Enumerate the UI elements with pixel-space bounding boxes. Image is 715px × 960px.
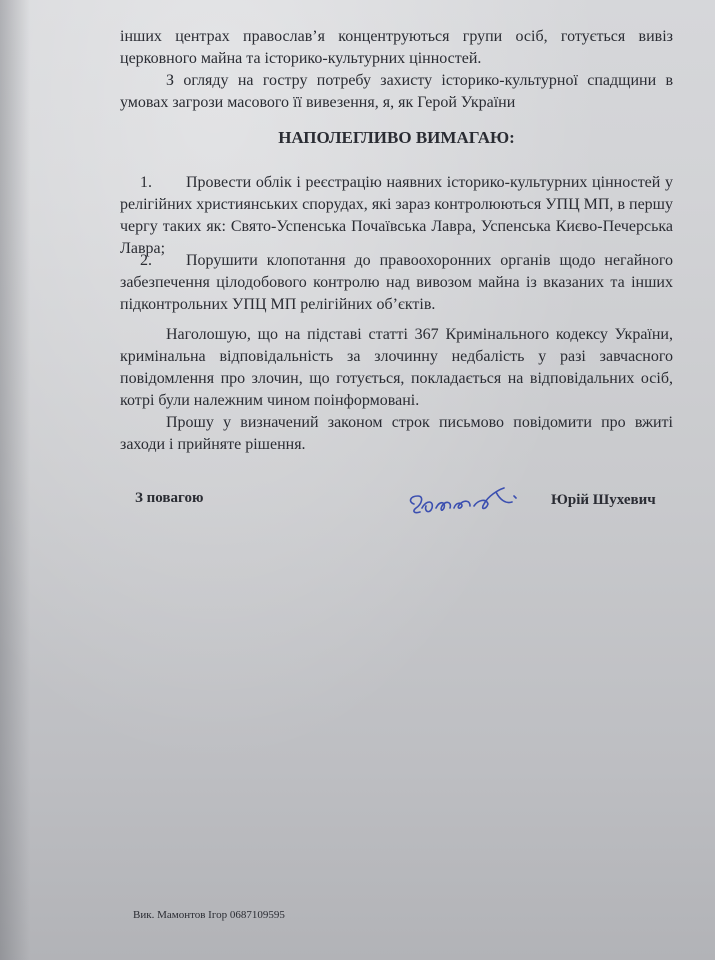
demand-text: Порушити клопотання до правоохоронних органів щодо негайного забезпечення цілодобового контролю над вивозом майна із вказаних та інших підконтрольних УПЦ МП релігійних об’єктів.	[120, 252, 673, 313]
executor-footnote: Вик. Мамонтов Ігор 0687109595	[133, 909, 285, 921]
intro-paragraph-text: З огляду на гостру потребу захисту історико-культурної спадщини в умовах загрози масового її вивезення, я, як Герой України	[120, 72, 673, 111]
request-paragraph-text: Прошу у визначений законом строк письмово повідомити про вжиті заходи і прийняте рішення.	[120, 414, 673, 453]
closing-regards: З повагою	[135, 490, 204, 506]
page-shadow	[0, 0, 30, 960]
demand-number: 2.	[140, 252, 152, 269]
demand-heading: НАПОЛЕГЛИВО ВИМАГАЮ:	[278, 128, 515, 147]
demand-number: 1.	[140, 174, 152, 191]
demand-text: Провести облік і реєстрацію наявних історико-культурних цінностей у релігійних християнських спорудах, які зараз контролюються УПЦ МП, в першу чергу таких як: Свято-Успенська Почаївська Лавра, Успенська Києво-Печерська Лавра;	[120, 174, 673, 257]
law-paragraph-text: Наголошую, що на підставі статті 367 Кримінального кодексу України, кримінальна відповідальність за злочинну недбалість у разі завчасного повідомлення про злочин, що готується, покладається на відповідальних осіб, котрі були належним чином поінформовані.	[120, 326, 673, 409]
demand-item-1	[120, 172, 673, 260]
intro-continuation	[120, 26, 673, 70]
request-paragraph	[120, 412, 673, 456]
signer-name: Юрій Шухевич	[551, 492, 656, 508]
intro-paragraph	[120, 70, 673, 114]
handwritten-signature-icon	[400, 478, 530, 524]
law-paragraph	[120, 324, 673, 412]
demand-item-2	[120, 250, 673, 316]
intro-line: інших центрах православ’я концентруються групи осіб, готується вивіз церковного майна та історико-культурних цінностей.	[120, 28, 673, 67]
